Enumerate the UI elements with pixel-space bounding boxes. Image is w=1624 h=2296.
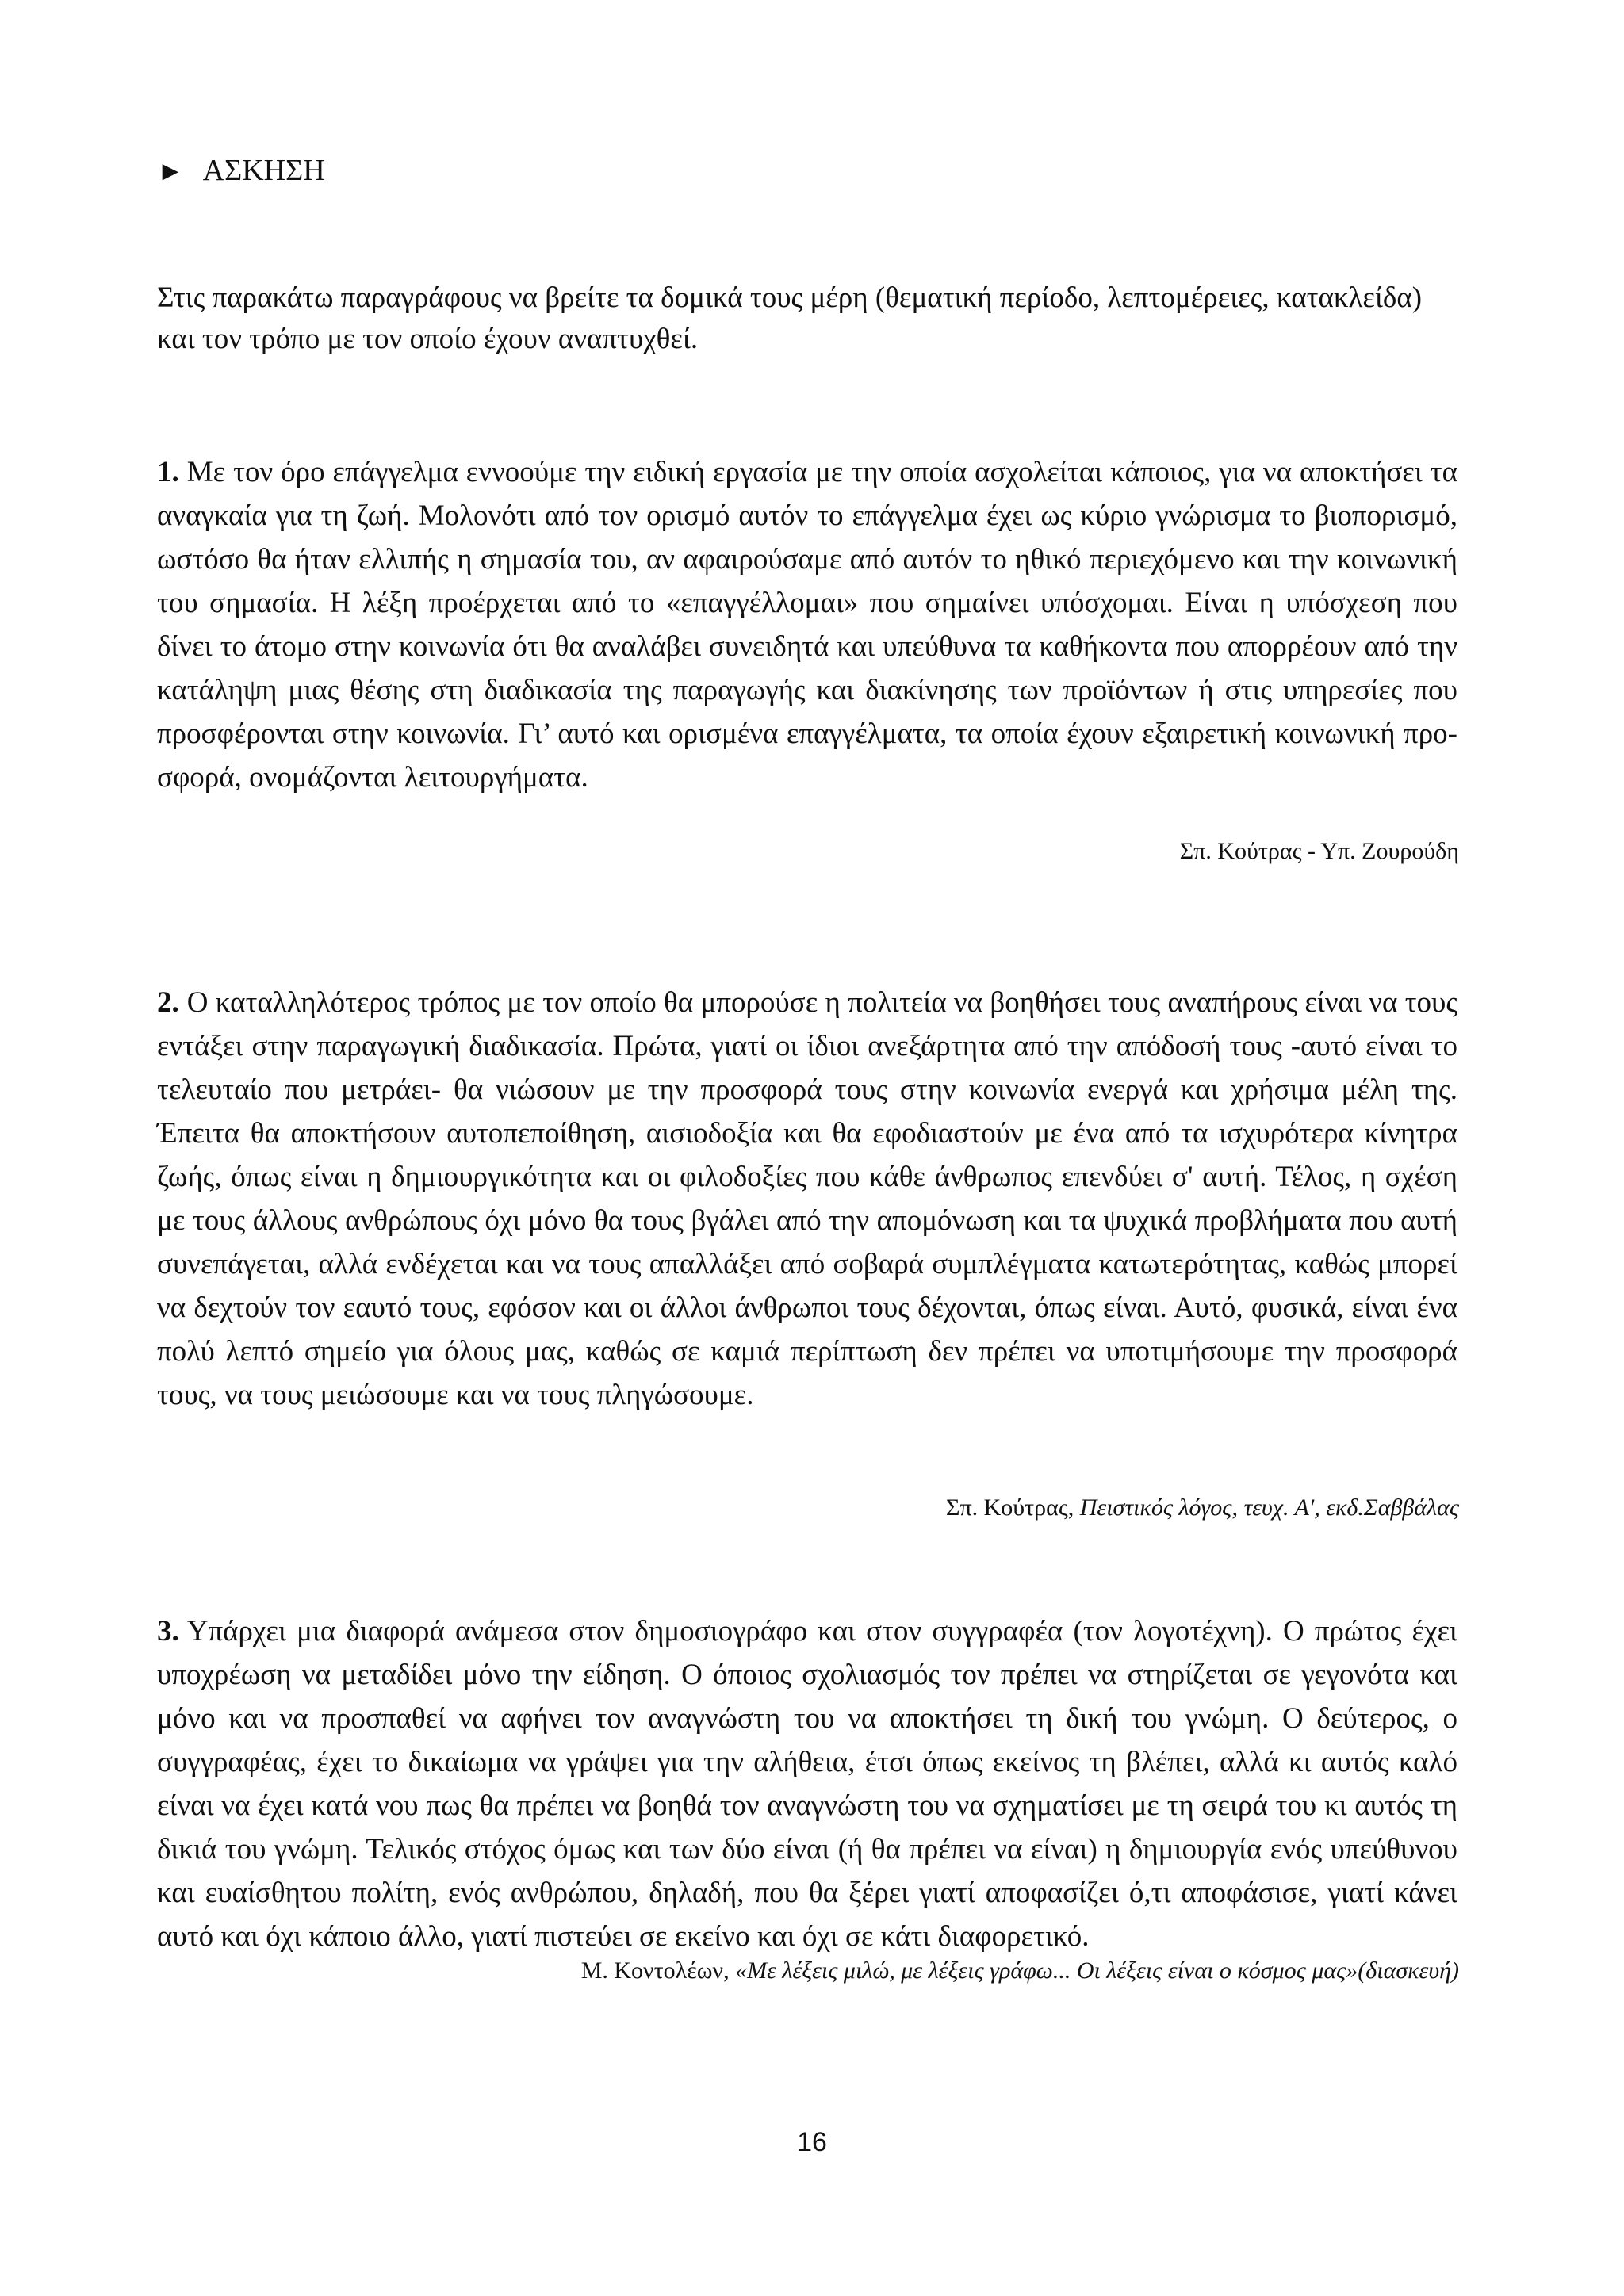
triangle-bullet-icon: ►: [157, 157, 184, 186]
paragraph-text: Ο καταλληλότερος τρόπος με τον οποίο θα μπορούσε η πολιτεία να βοηθήσει τους αναπήρους είναι να τους εντάξει στην παραγωγική διαδικασία. Πρώτα, γιατί οι ίδιοι ανεξάρτητα από την απόδοσή τους -αυτό είναι το τελευταίο που μετράει- θα νιώσουν με την προσφορά τους στην κοινωνία ενεργά και χρήσιμα μέλη της. Έπειτα θα αποκτήσουν αυτοπεποίθηση, αισιοδοξία και θα εφοδιαστούν με ένα από τα ισχυρότερα κίνητρα ζωής, όπως είναι η δημιουργικότητα και οι φιλοδοξίες που κάθε άνθρωπος επενδύει σ' αυτή. Τέλος, η σχέση με τους άλλους ανθρώπους όχι μόνο θα τους βγάλει από την απομόνωση και τα ψυχικά προβλήματα που αυτή συνεπάγεται, αλλά ενδέχεται και να τους απαλλάξει από σοβαρά συμπλέγματα κατωτερότητας, καθώς μπορεί να δεχτούν τον εαυτό τους, εφόσον και οι άλλοι άνθρωποι τους δέχονται, όπως είναι. Αυτό, φυσικά, είναι ένα πολύ λεπτό σημείο για όλους μας, καθώς σε καμιά περίπτωση δεν πρέπει να υποτιμήσουμε την προσφορά τους, να τους μειώσουμε και να τους πληγώσουμε.: [157, 986, 1457, 1411]
paragraph-text: Με τον όρο επάγγελμα εννοούμε την ειδική εργασία με την οποία ασχολείται κάποιος, για να αποκτήσει τα αναγκαία για τη ζωή. Μολονότι από τον ορισμό αυτόν το επάγγελμα έχει ως κύριο γνώρισμα το βιοπορισμό, ωστόσο θα ήταν ελλιπής η σημασία του, αν αφαιρούσαμε από αυτόν το ηθικό περιεχόμενο και την κοινωνική του σημασία. Η λέξη προέρχεται από το «επαγγέλλομαι» που σημαίνει υπόσχομαι. Είναι η υπόσχεση που δίνει το άτομο στην κοινωνία ότι θα αναλάβει συνειδητά και υπεύθυνα τα καθήκοντα που απορρέουν από την κατάληψη μιας θέσης στη διαδικασία της παραγωγής και διακίνησης των προϊόντων ή στις υπηρεσίες που προσφέρονται στην κοινωνία. Γι’ αυτό και ορισμένα επαγγέλματα, τα οποία έχουν εξαιρετική κοινωνική προσφορά, ονομάζονται λειτουργήματα.: [157, 456, 1457, 794]
paragraph-2: [157, 981, 1457, 1417]
paragraph-text: Υπάρχει μια διαφορά ανάμεσα στον δημοσιογράφο και στον συγγραφέα (τον λογοτέχνη). Ο πρώτος έχει υποχρέωση να μεταδίδει μόνο την είδηση. Ο όποιος σχολιασμός τον πρέπει να στηρίζεται σε γεγονότα και μόνο και να προσπαθεί να αφήνει τον αναγνώστη του να αποκτήσει τη δική του γνώμη. Ο δεύτερος, ο συγγραφέας, έχει το δικαίωμα να γράψει για την αλήθεια, έτσι όπως εκείνος τη βλέπει, αλλά κι αυτός καλό είναι να έχει κατά νου πως θα πρέπει να βοηθά τον αναγνώστη του να σχηματίσει με τη σειρά του κι αυτός τη δικιά του γνώμη. Τελικός στόχος όμως και των δύο είναι (ή θα πρέπει να είναι) η δημιουργία ενός υπεύθυνου και ευαίσθητου πολίτη, ενός ανθρώπου, δηλαδή, που θα ξέρει γιατί αποφασίζει ό,τι αποφάσισε, γιατί κάνει αυτό και όχι κάποιο άλλο, γιατί πιστεύει σε εκείνο και όχι σε κάτι διαφορετικό.: [157, 1615, 1457, 1953]
source-title: Πειστικός λόγος, τευχ. Α', εκδ.Σαββάλας: [1079, 1494, 1459, 1521]
paragraph-1: [157, 450, 1457, 799]
source-author: Μ. Κοντολέων,: [580, 1957, 736, 1984]
paragraph-number: 3.: [157, 1615, 179, 1647]
paragraph-3: [157, 1609, 1457, 1958]
paragraph-3-source: [581, 1955, 1459, 1987]
source-author: Σπ. Κούτρας - Υπ. Ζουρούδη: [1179, 838, 1459, 864]
paragraph-number: 2.: [157, 986, 179, 1019]
paragraph-1-source: [1180, 836, 1459, 867]
exercise-instructions: Στις παρακάτω παραγράφους να βρείτε τα δομικά τους μέρη (θεματική περίοδο, λεπτομέρειες, κατακλείδα) και τον τρόπο με τον οποίο έχουν αναπτυχθεί.: [157, 281, 1423, 355]
exercise-heading: [157, 151, 325, 192]
paragraph-2-source: [946, 1492, 1459, 1524]
page-number: 16: [797, 2127, 827, 2157]
source-title: «Με λέξεις μιλώ, με λέξεις γράφω... Οι λέξεις είναι ο κόσμος μας»(διασκευή): [735, 1957, 1459, 1984]
source-author: Σπ. Κούτρας,: [945, 1494, 1080, 1521]
paragraph-number: 1.: [157, 456, 179, 488]
exercise-title: ΑΣΚΗΣΗ: [202, 154, 325, 187]
